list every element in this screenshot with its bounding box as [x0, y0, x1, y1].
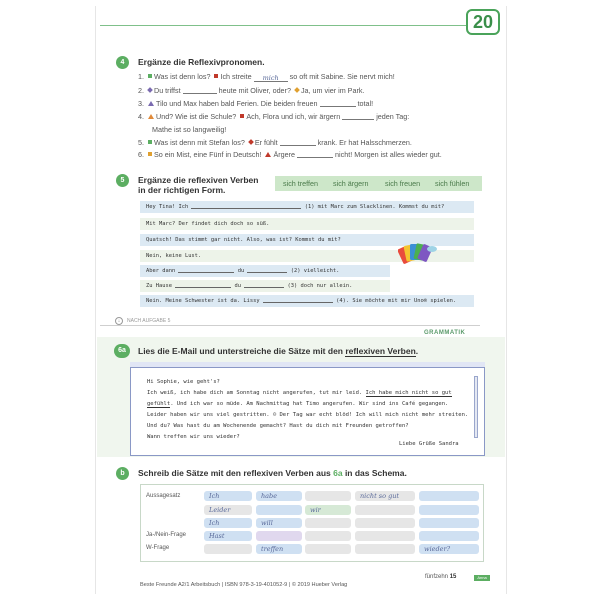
ex4-line-5: 5. Was ist denn mit Stefan los? Er fühlt krank. Er hat Halsschmerzen. [138, 138, 412, 147]
exercise-number: 4 [116, 56, 129, 69]
exercise-number: b [116, 467, 129, 480]
exercise-heading: Schreib die Sätze mit den reflexiven Verben aus 6a in das Schema. [138, 468, 407, 478]
answer-blank[interactable] [342, 112, 374, 120]
schema-cell[interactable] [305, 544, 351, 554]
answer-blank[interactable] [178, 266, 234, 273]
top-rule [100, 25, 468, 26]
dialog-line: Nein. Meine Schwester ist da. Lissy (4). Sie möchte mit mir Uno® spielen. [140, 295, 474, 307]
dialog-line: Quatsch! Das stimmt gar nicht. Also, was ist? Kommst du mit? [140, 234, 474, 246]
schema-cell[interactable] [419, 505, 479, 515]
dialog-line: Nein, keine Lust. [140, 250, 474, 262]
schema-cell[interactable]: nicht so gut [355, 491, 415, 501]
answer-blank[interactable] [320, 99, 356, 107]
answer-blank[interactable] [191, 202, 301, 209]
schema-cell[interactable] [355, 518, 415, 528]
exercise-number: 5 [116, 174, 129, 187]
schema-cell[interactable] [256, 531, 302, 541]
row-label: Aussagesatz [146, 493, 181, 499]
square-icon [214, 74, 218, 78]
answer-blank[interactable] [175, 281, 231, 288]
page-tag: Anna [474, 575, 490, 581]
schema-cell[interactable]: habe [256, 491, 302, 501]
schema-cell[interactable] [305, 491, 351, 501]
row-label: W-Frage [146, 545, 170, 551]
answer-blank[interactable] [244, 281, 284, 288]
square-icon [148, 152, 152, 156]
arrow-down-icon: ↓ [115, 317, 123, 325]
triangle-icon [148, 101, 154, 106]
exercise-heading: Lies die E-Mail und unterstreiche die Sätze mit den reflexiven Verben. [138, 346, 419, 356]
word-chip: sich freuen [385, 179, 421, 188]
answer-blank[interactable] [183, 86, 217, 94]
square-icon [240, 114, 244, 118]
dialog-line: Zu Hause du (3) doch nur allein. [140, 280, 390, 292]
email-scrollbar[interactable] [474, 376, 478, 438]
triangle-icon [148, 114, 154, 119]
square-icon [148, 74, 152, 78]
exercise-heading: Ergänze die Reflexivpronomen. [138, 57, 265, 67]
schema-cell[interactable]: Ich [204, 491, 252, 501]
schema-cell[interactable] [419, 518, 479, 528]
triangle-icon [265, 152, 271, 157]
word-chip: sich treffen [283, 179, 319, 188]
schema-cell[interactable] [419, 531, 479, 541]
schema-cell[interactable] [355, 531, 415, 541]
dialog-line: Aber dann du (2) vielleicht. [140, 265, 390, 277]
schema-cell[interactable] [256, 505, 302, 515]
square-icon [148, 140, 152, 144]
dialog-line: Hey Tina! Ich (1) mit Marc zum Slacklinen. Kommst du mit? [140, 201, 474, 213]
schema-cell[interactable]: Hast [204, 531, 252, 541]
answer-blank[interactable] [280, 138, 316, 146]
schema-cell[interactable] [204, 544, 252, 554]
word-chip: sich fühlen [435, 179, 470, 188]
ex4-line-4: 4. Und? Wie ist die Schule? Ach, Flora und ich, wir ärgern jeden Tag: [138, 112, 410, 121]
schema-cell[interactable] [355, 544, 415, 554]
schema-cell[interactable] [419, 491, 479, 501]
ex4-line-6: 6. So ein Mist, eine Fünf in Deutsch! Ärgere nicht! Morgen ist alles wieder gut. [138, 150, 442, 159]
diamond-icon [294, 87, 300, 93]
grammar-label: GRAMMATIK [424, 330, 466, 336]
schema-cell[interactable]: wir [305, 505, 351, 515]
schema-cell[interactable] [305, 531, 351, 541]
ex4-line-3: 3. Tilo und Max haben bald Ferien. Die beiden freuen total! [138, 99, 374, 108]
dialog-line: Mit Marc? Der findet dich doch so süß. [140, 218, 474, 230]
footer-credits: Beste Freunde A2/1 Arbeitsbuch | ISBN 978-3-19-401052-9 | © 2019 Hueber Verlag [140, 582, 348, 588]
exercise-heading: Ergänze die reflexiven Verben [138, 175, 259, 185]
exercise-number: 6a [114, 344, 130, 358]
hint-label: NACH AUFGABE 5 [127, 318, 171, 324]
schema-cell[interactable]: treffen [256, 544, 302, 554]
exercise-heading-2: in der richtigen Form. [138, 185, 226, 195]
schema-cell[interactable] [305, 518, 351, 528]
ex4-line-2: 2. Du triffst heute mit Oliver, oder? Ja, um vier im Park. [138, 86, 365, 95]
answer-blank[interactable]: mich [254, 74, 288, 82]
page-number: fünfzehn 15 [425, 574, 457, 580]
schema-cell[interactable]: Ich [204, 518, 252, 528]
word-chip: sich ärgern [333, 179, 369, 188]
schema-cell[interactable]: will [256, 518, 302, 528]
answer-blank[interactable] [297, 150, 333, 158]
row-label: Ja-/Nein-Frage [146, 532, 187, 538]
unit-badge: 20 [466, 9, 500, 35]
word-box [275, 176, 482, 191]
schema-cell[interactable] [355, 505, 415, 515]
schema-cell[interactable]: wieder? [419, 544, 479, 554]
diamond-icon [147, 87, 153, 93]
ex4-line-1: 1. Was ist denn los? Ich streite mich so oft mit Sabine. Sie nervt mich! [138, 72, 395, 82]
schema-cell[interactable]: Leider [204, 505, 252, 515]
answer-blank[interactable] [247, 266, 287, 273]
uno-cards-illustration [398, 241, 438, 267]
ex4-line-4b: Mathe ist so langweilig! [152, 125, 227, 134]
grammar-rule [100, 325, 480, 326]
diamond-icon [248, 139, 254, 145]
email-box: Hi Sophie, wie geht's? Ich weiß, ich habe dich am Sonntag nicht angerufen, tut mir leid. Ich habe mich nicht so gut gefühlt. Und ich war so müde. Am Nachmittag hat Timo angerufen. Wir sind ins Café gegangen. Leider haben wir uns viel gestritten. ☹ Der Tag war echt blöd! Ich will mich nicht mehr streiten. Und du? Was hast du am Wochenende gemacht? Hast du dich mit Freunden getroffen? Wann treffen wir uns wieder? Liebe Grüße Sandra [130, 362, 485, 456]
email-header-bar [130, 362, 485, 368]
answer-blank[interactable] [263, 296, 333, 303]
